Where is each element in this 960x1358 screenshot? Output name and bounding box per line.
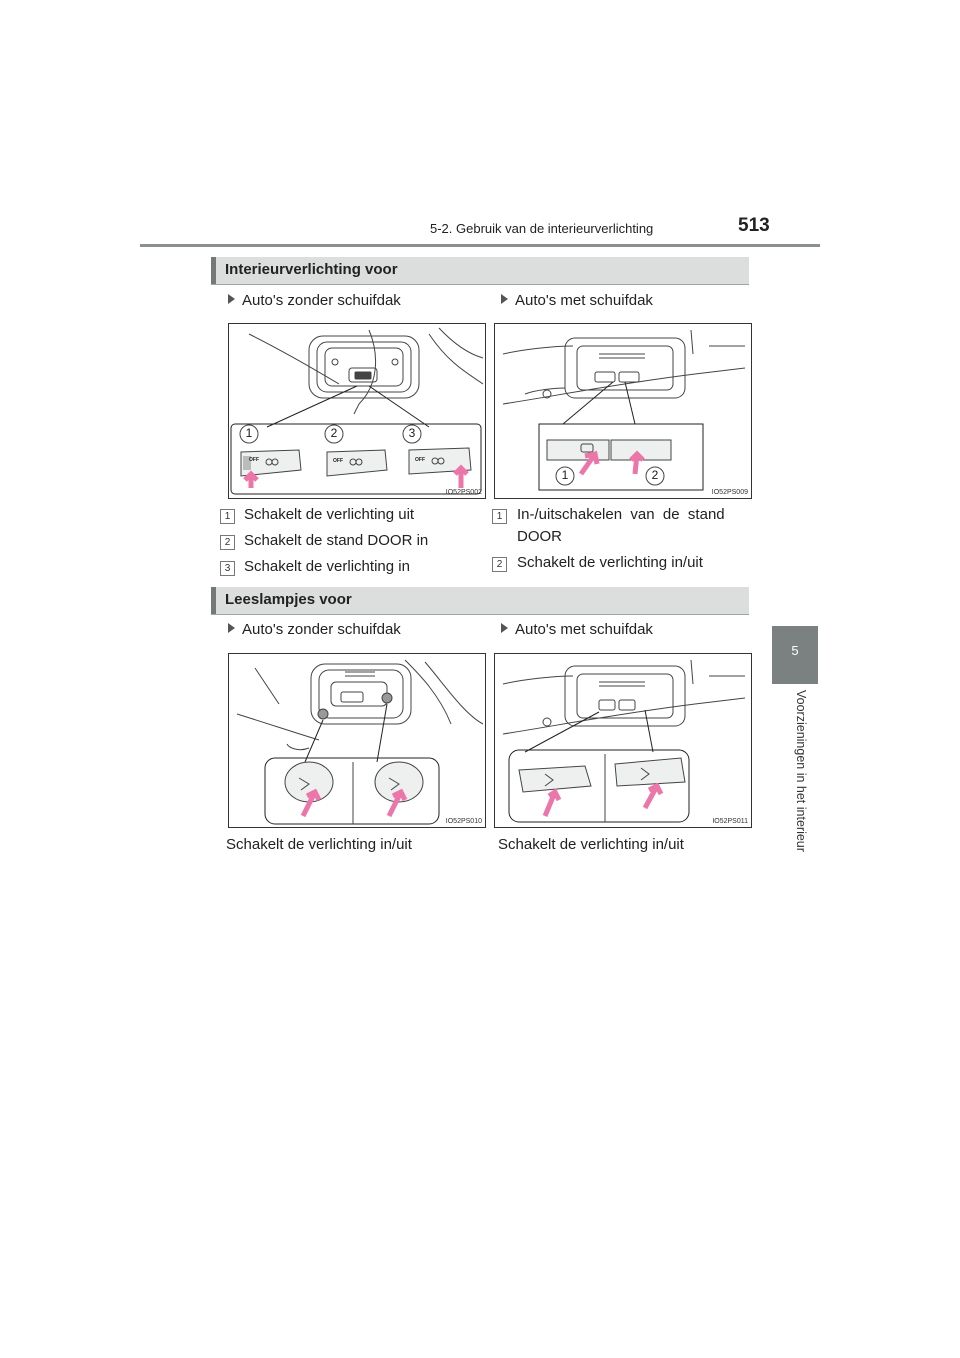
figure-code: IO52PS002 [445, 489, 482, 496]
subtitle-no-sunroof [228, 292, 401, 309]
subtitle-text: Auto's zonder schuifdak [242, 621, 401, 638]
triangle-bullet-icon [228, 294, 235, 304]
subtitle-text: Auto's zonder schuifdak [242, 292, 401, 309]
figure-code: IO52PS010 [445, 818, 482, 825]
figure-code: IO52PS009 [711, 489, 748, 496]
triangle-bullet-icon [501, 294, 508, 304]
subtitle-with-sunroof [501, 292, 653, 309]
legend-text: Schakelt de verlichting uit [244, 506, 415, 523]
subtitle-text: Auto's met schuifdak [515, 292, 653, 309]
section-title: Interieurverlichting voor [225, 261, 398, 278]
legend-text: Schakelt de stand DOOR in [244, 532, 429, 549]
legend-number: 2 [492, 557, 507, 572]
figure-code: IO52PS011 [712, 818, 748, 825]
page-number: 513 [738, 215, 770, 236]
section-accent [211, 257, 216, 284]
legend-text: Schakelt de verlichting in [244, 558, 410, 575]
caption-right: Schakelt de verlichting in/uit [498, 836, 684, 853]
section-accent [211, 587, 216, 614]
legend-number: 1 [220, 509, 235, 524]
figure-interior-light-with-sunroof [494, 323, 752, 499]
header-rule [140, 244, 820, 247]
section-bar-reading-lamps [211, 587, 749, 615]
section-bar-interior-light [211, 257, 749, 285]
figure-callout-3: 3 [408, 426, 416, 440]
legend-number: 3 [220, 561, 235, 576]
switch-off-label: OFF [415, 457, 425, 463]
triangle-bullet-icon [501, 623, 508, 633]
legend-number: 1 [492, 509, 507, 524]
figure-callout-2: 2 [651, 468, 659, 482]
legend-number: 2 [220, 535, 235, 550]
legend-text: In-/uitschakelen van de stand [517, 506, 725, 523]
triangle-bullet-icon [228, 623, 235, 633]
chapter-label: Voorzieningen in het interieur [794, 690, 808, 852]
legend-text: Schakelt de verlichting in/uit [517, 554, 703, 571]
subtitle-text: Auto's met schuifdak [515, 621, 653, 638]
legend-text-continued: DOOR [517, 528, 562, 545]
figure-callout-1: 1 [561, 468, 569, 482]
chapter-tab: 5 [772, 626, 818, 684]
figure-callout-2: 2 [330, 426, 338, 440]
caption-left: Schakelt de verlichting in/uit [226, 836, 412, 853]
subtitle-no-sunroof [228, 621, 401, 638]
header-title: 5-2. Gebruik van de interieurverlichting [430, 221, 654, 236]
figure-reading-lamps-with-sunroof [494, 653, 752, 828]
figure-reading-lamps-no-sunroof [228, 653, 486, 828]
section-title: Leeslampjes voor [225, 591, 352, 608]
subtitle-with-sunroof [501, 621, 653, 638]
switch-off-label: OFF [333, 458, 343, 464]
figure-interior-light-no-sunroof [228, 323, 486, 499]
switch-off-label: OFF [249, 457, 259, 463]
figure-callout-1: 1 [245, 426, 253, 440]
